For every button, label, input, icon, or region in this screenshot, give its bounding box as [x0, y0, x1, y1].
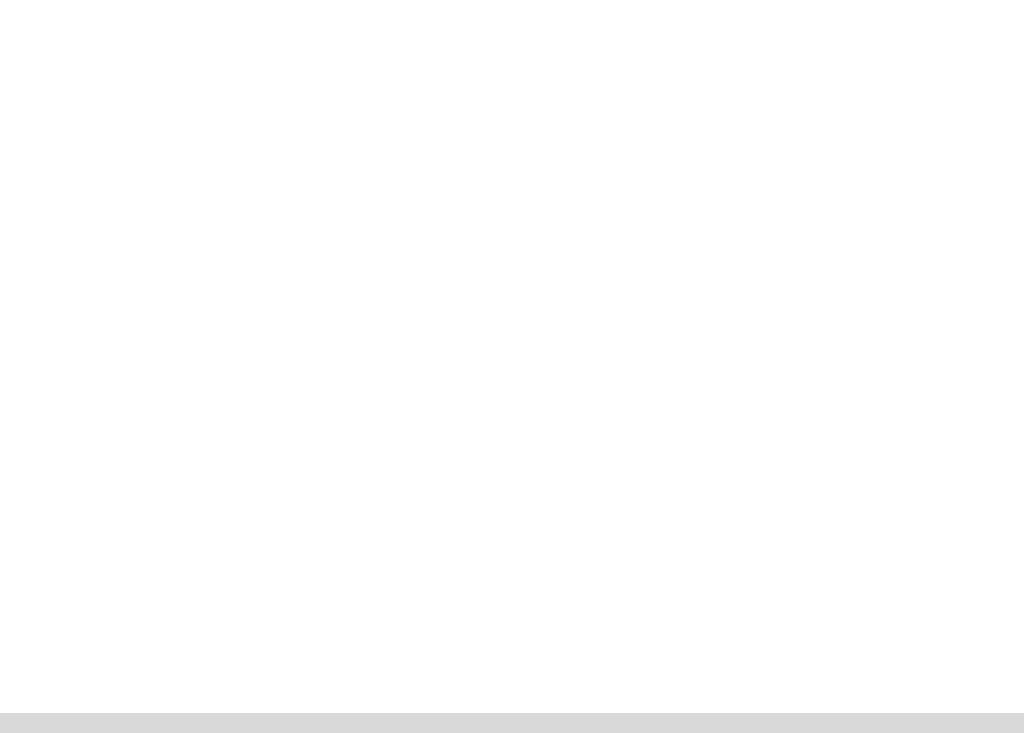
footer-disclaimer [0, 713, 1024, 733]
